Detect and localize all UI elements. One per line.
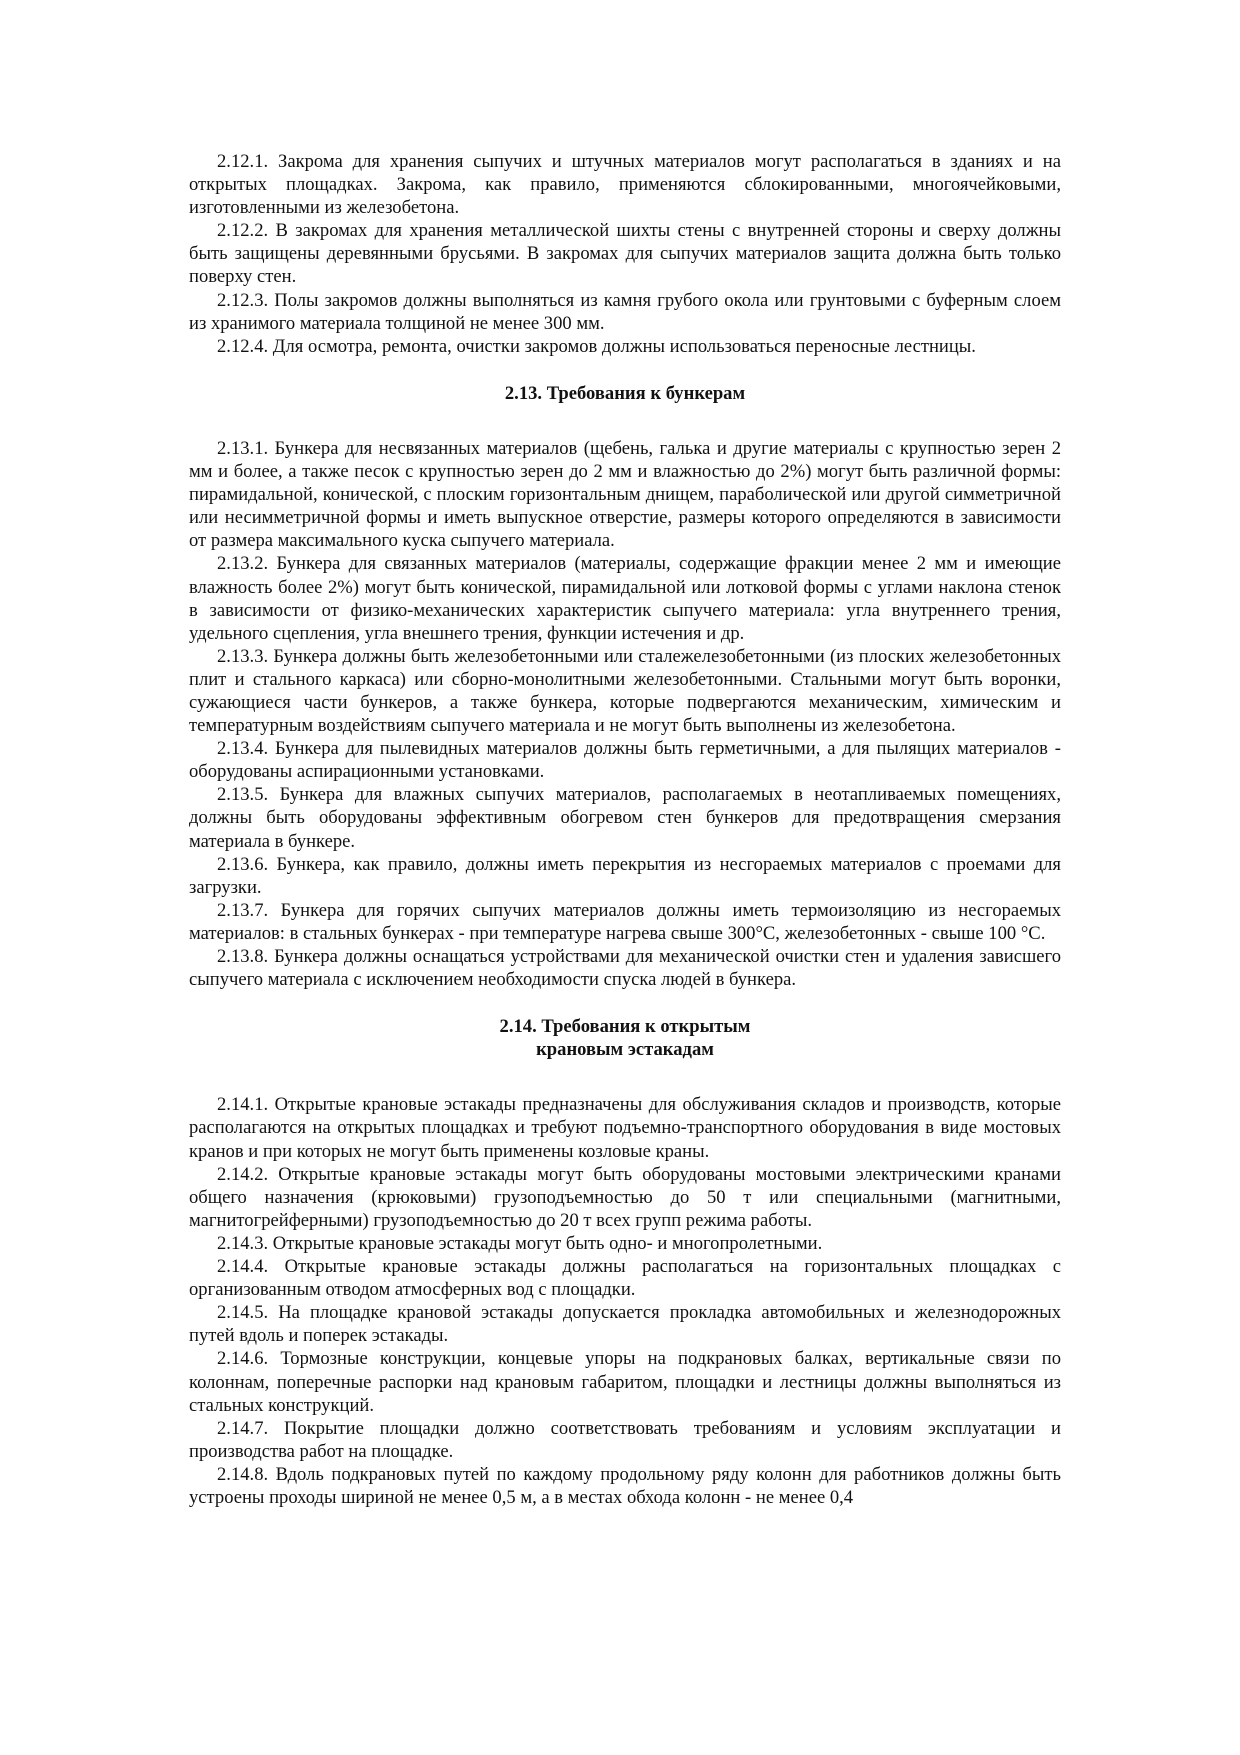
paragraph-2-12-4: 2.12.4. Для осмотра, ремонта, очистки закромов должны использоваться переносные лестницы. <box>217 335 976 357</box>
paragraph-2-14-4: 2.14.4. Открытые крановые эстакады должны располагаться на горизонтальных площадках с организованным отводом атмосферных вод с площадки. <box>189 1256 1061 1301</box>
paragraph-2-12-1: 2.12.1. Закрома для хранения сыпучих и штучных материалов могут располагаться в зданиях и на открытых площадках. Закрома, как правило, применяются сблокированными, многоячейковыми, изготовленными из железобетона. <box>189 151 1061 219</box>
paragraph-2-14-3: 2.14.3. Открытые крановые эстакады могут быть одно- и многопролетными. <box>217 1232 823 1254</box>
paragraph-2-13-3: 2.13.3. Бункера должны быть железобетонными или сталежелезобетонными (из плоских железобетонных плит и стального каркаса) или сборно-монолитными железобетонными. Стальными могут быть воронки, сужающиеся части бункеров, а также бункера, которые подвергаются механическим, химическим и температурным воздействиям сыпучего материала и не могут быть выполнены из железобетона. <box>189 645 1061 737</box>
paragraph-2-14-1: 2.14.1. Открытые крановые эстакады предназначены для обслуживания складов и производств, которые располагаются на открытых площадках и требуют подъемно-транспортного оборудования в виде мостовых кранов и при которых не могут быть применены козловые краны. <box>189 1094 1061 1162</box>
section-heading-line: крановым эстакадам <box>536 1039 714 1061</box>
section-heading-2-14 <box>189 1015 1061 1061</box>
section-2-12 <box>189 150 1061 358</box>
paragraph-2-14-7: 2.14.7. Покрытие площадки должно соответствовать требованиям и условиям эксплуатации и производства работ на площадке. <box>189 1417 1061 1462</box>
section-heading-line: 2.14. Требования к открытым <box>499 1016 751 1038</box>
document-page <box>189 150 1061 1509</box>
paragraph-2-14-8: 2.14.8. Вдоль подкрановых путей по каждому продольному ряду колонн для работников должны быть устроены проходы шириной не менее 0,5 м, а в местах обхода колонн - не менее 0,4 <box>189 1463 1061 1508</box>
section-2-13 <box>189 382 1061 991</box>
paragraph-2-13-6: 2.13.6. Бункера, как правило, должны иметь перекрытия из несгораемых материалов с проемами для загрузки. <box>189 853 1061 898</box>
paragraph-2-14-5: 2.14.5. На площадке крановой эстакады допускается прокладка автомобильных и железнодорожных путей вдоль и поперек эстакады. <box>189 1302 1061 1347</box>
paragraph-2-14-2: 2.14.2. Открытые крановые эстакады могут быть оборудованы мостовыми электрическими кранами общего назначения (крюковыми) грузоподъемностью до 50 т или специальными (магнитными, магнитогрейферными) грузоподъемностью до 20 т всех групп режима работы. <box>189 1163 1061 1231</box>
paragraph-2-13-7: 2.13.7. Бункера для горячих сыпучих материалов должны иметь термоизоляцию из несгораемых материалов: в стальных бункерах - при температуре нагрева свыше 300°С, железобетонных - свыше 100 °С. <box>189 899 1061 944</box>
paragraph-2-13-2: 2.13.2. Бункера для связанных материалов (материалы, содержащие фракции менее 2 мм и имеющие влажность более 2%) могут быть конической, пирамидальной или лотковой формы с углами наклона стенок в зависимости от физико-механических характеристик сыпучего материала: угла внутреннего трения, удельного сцепления, угла внешнего трения, функции истечения и др. <box>189 553 1061 644</box>
section-heading-line: 2.13. Требования к бункерам <box>504 382 746 404</box>
paragraph-2-14-6: 2.14.6. Тормозные конструкции, концевые упоры на подкрановых балках, вертикальные связи по колоннам, поперечные распорки над крановым габаритом, площадки и лестницы должны выполняться из стальных конструкций. <box>189 1348 1061 1416</box>
paragraph-2-13-1: 2.13.1. Бункера для несвязанных материалов (щебень, галька и другие материалы с крупностью зерен 2 мм и более, а также песок с крупностью зерен до 2 мм и влажностью до 2%) могут быть различной формы: пирамидальной, конической, с плоским горизонтальным днищем, параболической или другой симметричной или несимметричной формы и иметь выпускное отверстие, размеры которого определяются в зависимости от размера максимального куска сыпучего материала. <box>189 437 1061 552</box>
paragraph-2-13-5: 2.13.5. Бункера для влажных сыпучих материалов, располагаемых в неотапливаемых помещениях, должны быть оборудованы эффективным обогревом стен бункеров для предотвращения смерзания материала в бункере. <box>189 784 1061 852</box>
section-2-14 <box>189 1015 1061 1509</box>
paragraph-2-12-3: 2.12.3. Полы закромов должны выполняться из камня грубого окола или грунтовыми с буферным слоем из хранимого материала толщиной не менее 300 мм. <box>189 289 1061 334</box>
paragraph-2-12-2: 2.12.2. В закромах для хранения металлической шихты стены с внутренней стороны и сверху должны быть защищены деревянными брусьями. В закромах для сыпучих материалов защита должна быть только поверху стен. <box>189 220 1061 288</box>
paragraph-2-13-8: 2.13.8. Бункера должны оснащаться устройствами для механической очистки стен и удаления зависшего сыпучего материала с исключением необходимости спуска людей в бункера. <box>189 946 1061 991</box>
section-heading-2-13 <box>189 382 1061 405</box>
paragraph-2-13-4: 2.13.4. Бункера для пылевидных материалов должны быть герметичными, а для пылящих материалов - оборудованы аспирационными установками. <box>189 738 1061 783</box>
